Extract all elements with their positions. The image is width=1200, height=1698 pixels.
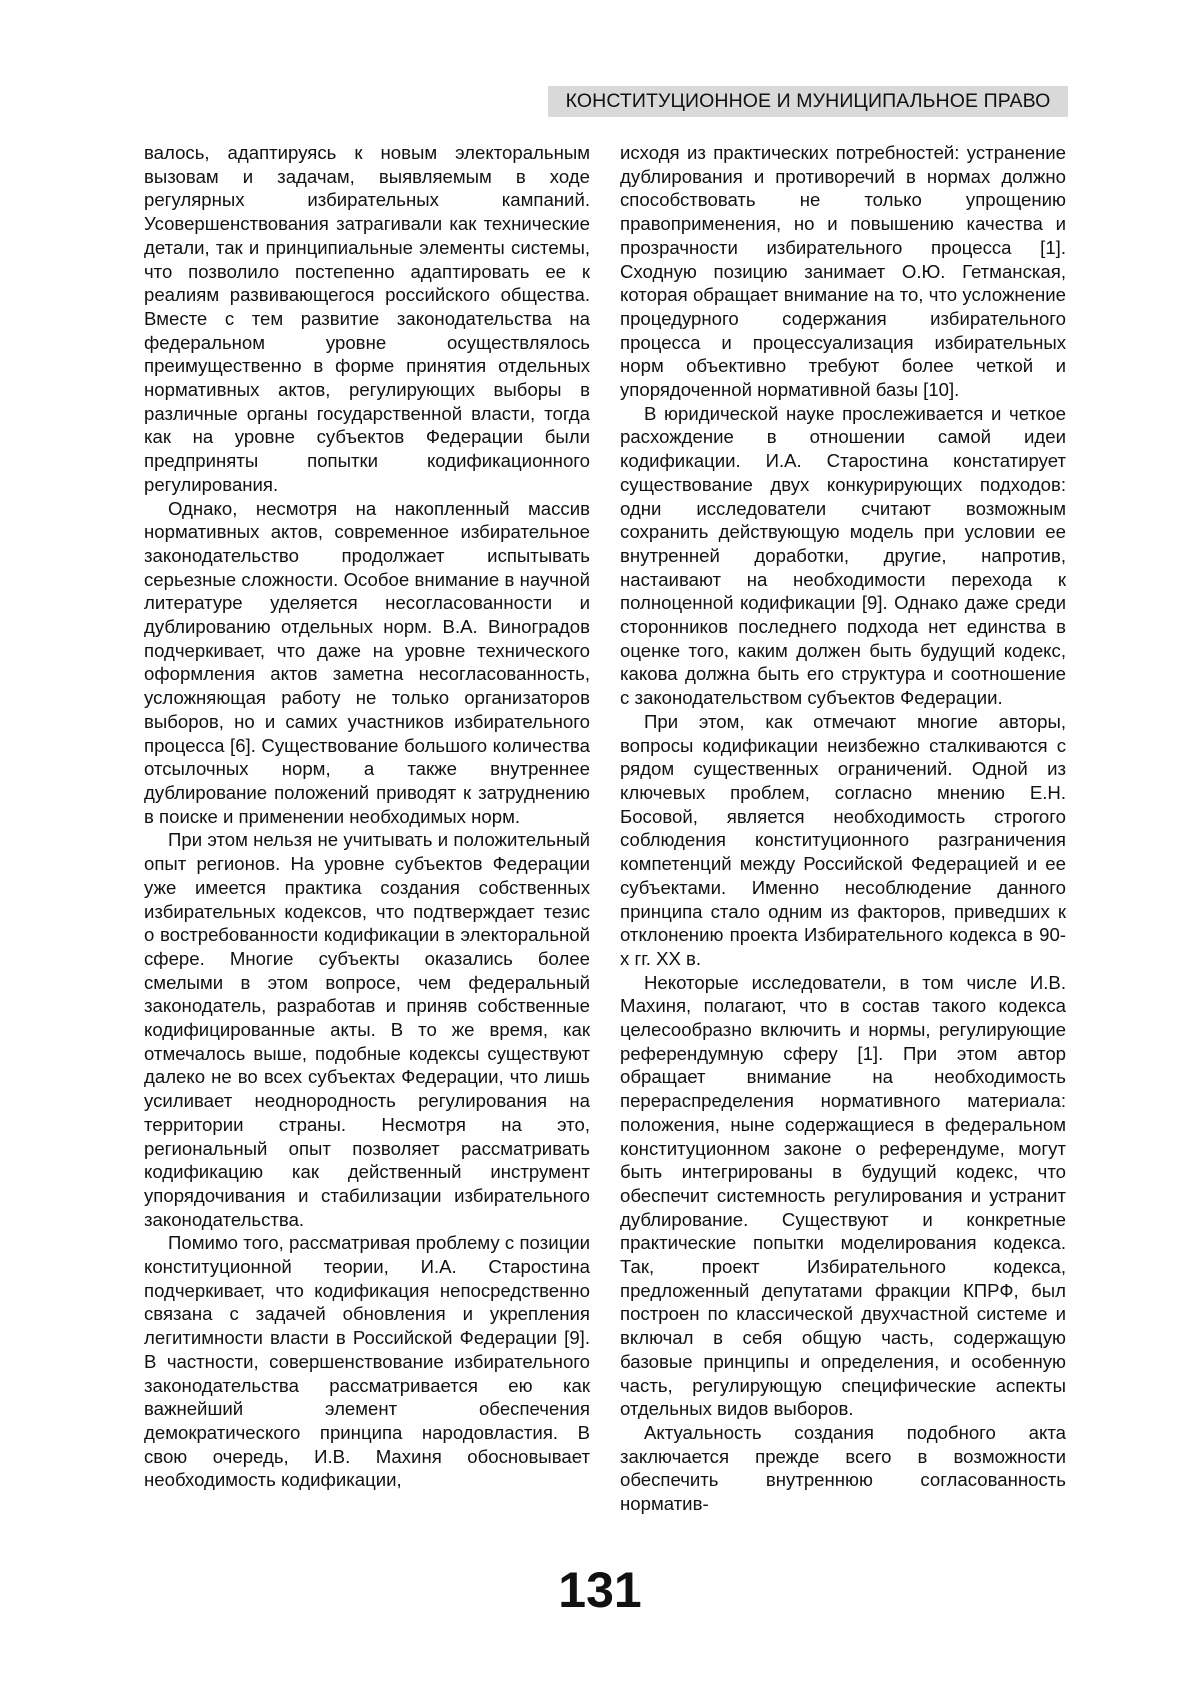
paragraph: исходя из практических потребностей: устранение дублирования и противоречий в нормах должно способствовать не только упрощению правоприменения, но и повышению качества и прозрачности избирательного процесса [1]. Сходную позицию занимает О.Ю. Гетманская, которая обращает внимание на то, что усложнение процедурного содержания избирательного процесса и процессуализация избирательных норм объективно требуют более четкой и упорядоченной нормативной базы [10]. [620,142,1066,401]
paragraph: Однако, несмотря на накопленный массив нормативных актов, современное избирательное законодательство продолжает испытывать серьезные сложности. Особое внимание в научной литературе уделяется несогласованности и дублированию отдельных норм. В.А. Виноградов подчеркивает, что даже на уровне технического оформления актов заметна несогласованность, усложняющая работу не только организаторов выборов, но и самих участников избирательного процесса [6]. Существование большого количества отсылочных норм, а также внутреннее дублирование положений приводят к затруднению в поиске и применении необходимых норм. [144,497,590,827]
paragraph: Помимо того, рассматривая проблему с позиции конституционной теории, И.А. Старостина подчеркивает, что кодификация непосредственно связана с задачей обновления и укрепления легитимности власти в Российской Федерации [9]. В частности, совершенствование избирательного законодательства рассматривается ею как важнейший элемент обеспечения демократического принципа народовластия. В свою очередь, И.В. Махиня обосновывает необходимость кодификации, [144,1232,590,1491]
running-header-title: КОНСТИТУЦИОННОЕ И МУНИЦИПАЛЬНОЕ ПРАВО [565,90,1051,112]
paragraph: При этом, как отмечают многие авторы, вопросы кодификации неизбежно сталкиваются с рядом существенных ограничений. Одной из ключевых проблем, согласно мнению Е.Н. Босовой, является необходимость строгого соблюдения конституционного разграничения компетенций между Российской Федерацией и ее субъектами. Именно несоблюдение данного принципа стало одним из факторов, приведших к отклонению проекта Избирательного кодекса в 90-х гг. XX в. [620,710,1066,969]
right-column [620,141,1066,1516]
paragraph: Актуальность создания подобного акта заключается прежде всего в возможности обеспечить внутреннюю согласованность норматив- [620,1421,1066,1515]
paragraph: В юридической науке прослеживается и четкое расхождение в отношении самой идеи кодификации. И.А. Старостина констатирует существование двух конкурирующих подходов: одни исследователи считают возможным сохранить действующую модель при условии ее внутренней доработки, другие, напротив, настаивают на необходимости перехода к полноценной кодификации [9]. Однако даже среди сторонников последнего подхода нет единства в оценке того, каким должен быть будущий кодекс, какова должна быть его структура и соотношение с законодательством субъектов Федерации. [620,402,1066,709]
paragraph: валось, адаптируясь к новым электоральным вызовам и задачам, выявляемым в ходе регулярных избирательных кампаний. Усовершенствования затрагивали как технические детали, так и принципиальные элементы системы, что позволило постепенно адаптировать ее к реалиям развивающегося российского общества. Вместе с тем развитие законодательства на федеральном уровне осуществлялось преимущественно в форме принятия отдельных нормативных актов, регулирующих выборы в различные органы государственной власти, тогда как на уровне субъектов Федерации были предприняты попытки кодификационного регулирования. [144,142,590,495]
running-header [548,86,1068,117]
paragraph: При этом нельзя не учитывать и положительный опыт регионов. На уровне субъектов Федерации уже имеется практика создания собственных избирательных кодексов, что подтверждает тезис о востребованности кодификации в электоральной сфере. Многие субъекты оказались более смелыми в этом вопросе, чем федеральный законодатель, разработав и приняв собственные кодифицированные акты. В то же время, как отмечалось выше, подобные кодексы существуют далеко не во всех субъектах Федерации, что лишь усиливает неоднородность регулирования на территории страны. Несмотря на это, региональный опыт позволяет рассматривать кодификацию как действенный инструмент упорядочивания и стабилизации избирательного законодательства. [144,829,590,1230]
page-number: 131 [558,1562,642,1618]
paragraph: Некоторые исследователи, в том числе И.В. Махиня, полагают, что в состав такого кодекса целесообразно включить и нормы, регулирующие референдумную сферу [1]. При этом автор обращает внимание на необходимость перераспределения нормативного материала: положения, ныне содержащиеся в федеральном конституционном законе о референдуме, могут быть интегрированы в будущий кодекс, что обеспечит системность регулирования и устранит дублирование. Существуют и конкретные практические попытки моделирования кодекса. Так, проект Избирательного кодекса, предложенный депутатами фракции КПРФ, был построен по классической двухчастной системе и включал в себя общую часть, содержащую базовые принципы и определения, и особенную часть, регулирующую специфические аспекты отдельных видов выборов. [620,971,1066,1420]
left-column [144,141,590,1492]
